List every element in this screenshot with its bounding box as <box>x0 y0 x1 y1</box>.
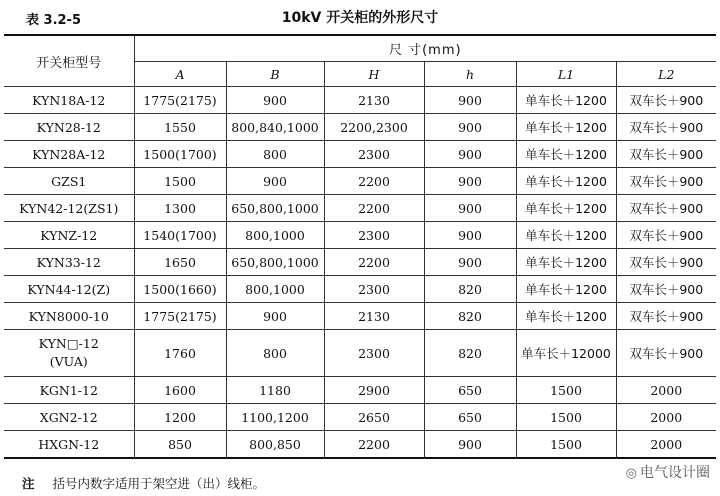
cell-h-lower: 900 <box>424 114 516 141</box>
cell-b: 800,850 <box>226 431 324 459</box>
cell-l2: 2000 <box>616 377 716 404</box>
cell-h-lower: 900 <box>424 141 516 168</box>
cell-h-upper: 2650 <box>324 404 424 431</box>
table-row <box>4 87 716 114</box>
cell-h-upper: 2900 <box>324 377 424 404</box>
cell-l1: 单车长＋1200 <box>516 276 616 303</box>
cell-a: 1500 <box>134 168 226 195</box>
cell-l1: 单车长＋12000 <box>516 330 616 377</box>
cell-l2: 双车长＋900 <box>616 222 716 249</box>
wechat-icon: ◎ <box>625 466 637 481</box>
cell-h-upper: 2300 <box>324 276 424 303</box>
cell-h-lower: 650 <box>424 377 516 404</box>
cell-h-upper: 2300 <box>324 222 424 249</box>
cell-a: 850 <box>134 431 226 459</box>
cell-l1: 1500 <box>516 377 616 404</box>
cell-model: KYN28-12 <box>4 114 134 141</box>
cell-h-upper: 2300 <box>324 141 424 168</box>
cell-a: 1775(2175) <box>134 87 226 114</box>
cell-h-upper: 2130 <box>324 303 424 330</box>
dimension-table <box>4 34 716 459</box>
cell-h-upper: 2300 <box>324 330 424 377</box>
header-col-a: A <box>134 62 226 87</box>
table-note <box>22 474 265 492</box>
table-caption <box>0 0 720 34</box>
cell-l2: 2000 <box>616 404 716 431</box>
cell-a: 1550 <box>134 114 226 141</box>
header-model: 开关柜型号 <box>4 35 134 87</box>
watermark-text: 电气设计圈 <box>640 465 710 481</box>
cell-h-upper: 2200,2300 <box>324 114 424 141</box>
cell-l1: 单车长＋1200 <box>516 87 616 114</box>
table-row <box>4 303 716 330</box>
note-text: 括号内数字适用于架空进（出）线柜。 <box>52 476 266 491</box>
cell-b: 800,1000 <box>226 222 324 249</box>
cell-h-lower: 900 <box>424 168 516 195</box>
cell-l1: 单车长＋1200 <box>516 168 616 195</box>
cell-h-lower: 900 <box>424 222 516 249</box>
cell-l1: 单车长＋1200 <box>516 141 616 168</box>
cell-l1: 单车长＋1200 <box>516 222 616 249</box>
cell-a: 1760 <box>134 330 226 377</box>
cell-l1: 1500 <box>516 404 616 431</box>
cell-model: KYNZ-12 <box>4 222 134 249</box>
cell-b: 800,840,1000 <box>226 114 324 141</box>
table-number: 表 3.2-5 <box>26 13 81 28</box>
cell-model: KYN18A-12 <box>4 87 134 114</box>
cell-h-lower: 900 <box>424 87 516 114</box>
table-row-tall <box>4 330 716 377</box>
header-col-b: B <box>226 62 324 87</box>
table-row <box>4 276 716 303</box>
table-row <box>4 114 716 141</box>
cell-h-lower: 900 <box>424 431 516 459</box>
table-row <box>4 431 716 459</box>
cell-l2: 双车长＋900 <box>616 87 716 114</box>
cell-b: 800,1000 <box>226 276 324 303</box>
table-title: 10kV 开关柜的外形尺寸 <box>281 10 439 26</box>
cell-a: 1200 <box>134 404 226 431</box>
header-col-h-upper: H <box>324 62 424 87</box>
cell-l1: 单车长＋1200 <box>516 195 616 222</box>
cell-h-lower: 820 <box>424 330 516 377</box>
header-dimension: 尺 寸(mm) <box>134 35 716 62</box>
cell-h-upper: 2130 <box>324 87 424 114</box>
cell-l1: 单车长＋1200 <box>516 114 616 141</box>
cell-b: 650,800,1000 <box>226 249 324 276</box>
cell-model: KYN42-12(ZS1) <box>4 195 134 222</box>
cell-l1: 1500 <box>516 431 616 459</box>
cell-b: 900 <box>226 303 324 330</box>
model-line-1: KYN□-12 <box>38 336 99 351</box>
header-col-l2: L2 <box>616 62 716 87</box>
cell-l2: 双车长＋900 <box>616 276 716 303</box>
cell-l2: 双车长＋900 <box>616 141 716 168</box>
cell-h-lower: 900 <box>424 195 516 222</box>
table-row <box>4 222 716 249</box>
cell-b: 900 <box>226 168 324 195</box>
cell-model: XGN2-12 <box>4 404 134 431</box>
cell-a: 1540(1700) <box>134 222 226 249</box>
cell-h-lower: 820 <box>424 276 516 303</box>
cell-a: 1600 <box>134 377 226 404</box>
table-row <box>4 404 716 431</box>
cell-h-upper: 2200 <box>324 249 424 276</box>
cell-b: 900 <box>226 87 324 114</box>
cell-b: 800 <box>226 141 324 168</box>
table-row <box>4 168 716 195</box>
header-col-l1: L1 <box>516 62 616 87</box>
watermark <box>624 462 712 482</box>
cell-l1: 单车长＋1200 <box>516 249 616 276</box>
cell-l2: 双车长＋900 <box>616 330 716 377</box>
table-row <box>4 377 716 404</box>
cell-model: HXGN-12 <box>4 431 134 459</box>
cell-a: 1500(1660) <box>134 276 226 303</box>
cell-model: KGN1-12 <box>4 377 134 404</box>
cell-h-upper: 2200 <box>324 195 424 222</box>
table-row <box>4 249 716 276</box>
cell-h-lower: 820 <box>424 303 516 330</box>
cell-l1: 单车长＋1200 <box>516 303 616 330</box>
cell-a: 1300 <box>134 195 226 222</box>
note-label: 注 <box>22 476 35 491</box>
cell-l2: 双车长＋900 <box>616 303 716 330</box>
cell-a: 1775(2175) <box>134 303 226 330</box>
cell-b: 650,800,1000 <box>226 195 324 222</box>
table-body-main <box>4 87 716 459</box>
cell-a: 1650 <box>134 249 226 276</box>
cell-model: KYN33-12 <box>4 249 134 276</box>
cell-model <box>4 330 134 377</box>
cell-l2: 双车长＋900 <box>616 195 716 222</box>
header-row-top <box>4 35 716 62</box>
cell-b: 1180 <box>226 377 324 404</box>
cell-b: 800 <box>226 330 324 377</box>
model-line-2: (VUA) <box>49 354 88 369</box>
cell-h-lower: 650 <box>424 404 516 431</box>
cell-h-lower: 900 <box>424 249 516 276</box>
cell-a: 1500(1700) <box>134 141 226 168</box>
cell-l2: 双车长＋900 <box>616 114 716 141</box>
cell-h-upper: 2200 <box>324 431 424 459</box>
cell-h-upper: 2200 <box>324 168 424 195</box>
cell-model: GZS1 <box>4 168 134 195</box>
cell-b: 1100,1200 <box>226 404 324 431</box>
table-row <box>4 141 716 168</box>
cell-model: KYN44-12(Z) <box>4 276 134 303</box>
cell-l2: 双车长＋900 <box>616 168 716 195</box>
table-row <box>4 195 716 222</box>
cell-model: KYN28A-12 <box>4 141 134 168</box>
header-col-h-lower: h <box>424 62 516 87</box>
cell-model: KYN8000-10 <box>4 303 134 330</box>
cell-l2: 2000 <box>616 431 716 459</box>
cell-l2: 双车长＋900 <box>616 249 716 276</box>
